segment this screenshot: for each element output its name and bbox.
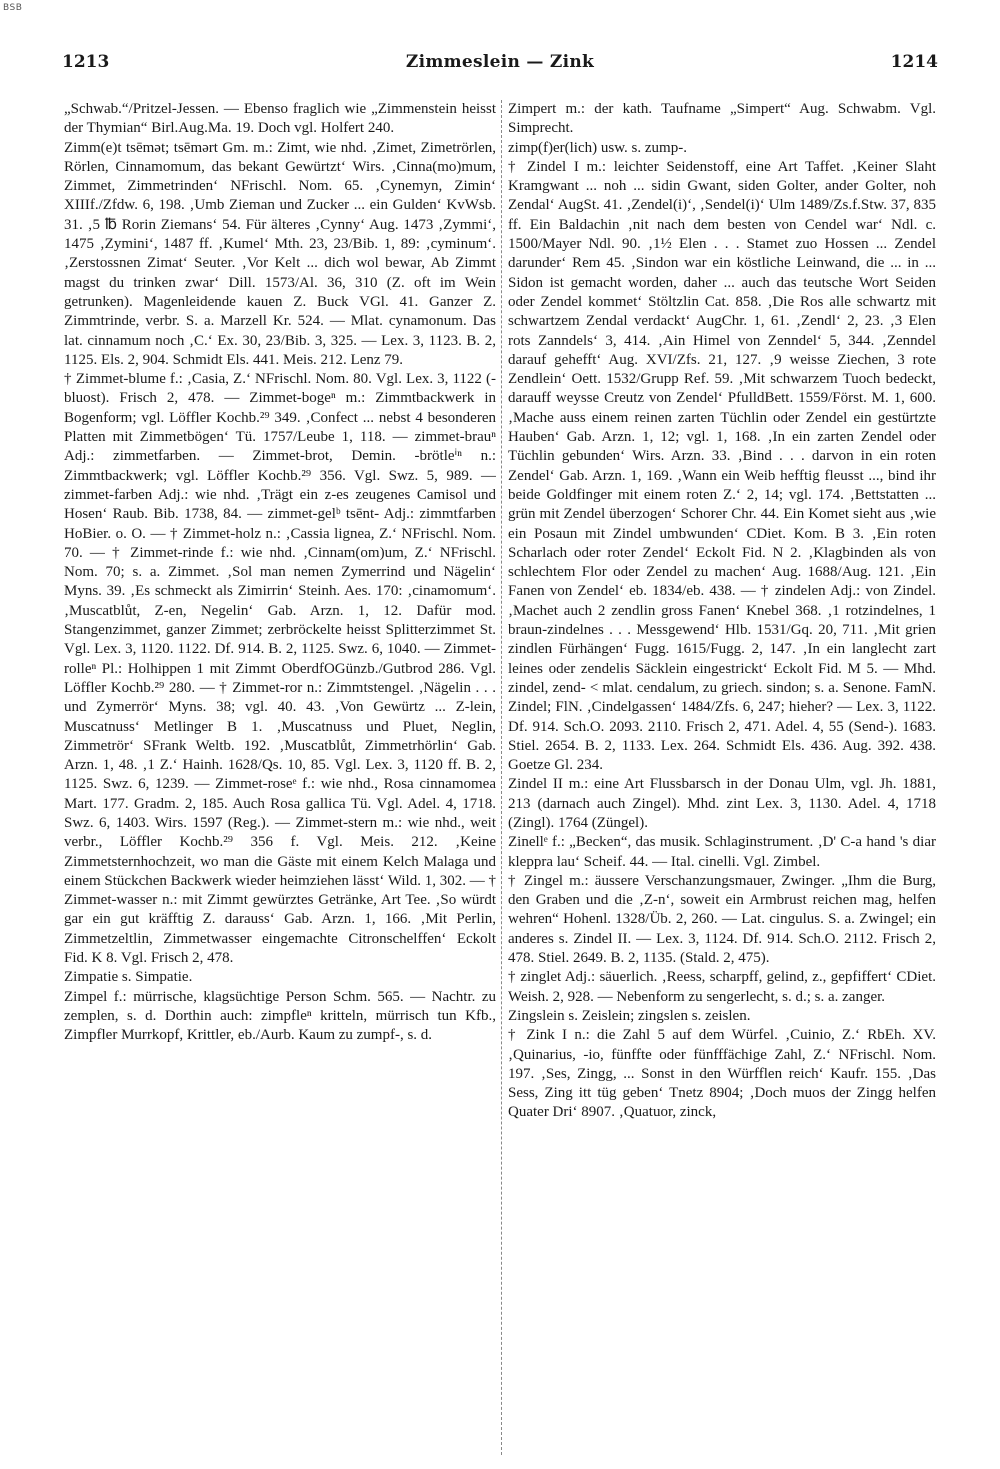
entry-paragraph: Zindel II m.: eine Art Flussbarsch in der Donau Ulm, vgl. Jh. 1881, 213 (darnach auch Zingel). Mhd. zint Lex. 3, 1130. Adel. 4, 1718 (Zingl). 1764 (Züngel).: [508, 776, 936, 831]
right-column: [508, 100, 936, 1455]
entry-paragraph: Zimpert m.: der kath. Taufname „Simpert“ Aug. Schwabm. Vgl. Simprecht.: [508, 101, 936, 137]
entry-paragraph: † Zimmet-blume f.: ‚Casia, Z.‘ NFrischl. Nom. 80. Vgl. Lex. 3, 1122 (-bluost). Frisch 2, 478. — Zimmet-bogeⁿ m.: Zimmtbackwerk in Bogenform; vgl. Löffler Kochb.²⁹ 349. ‚Confect ... nebst 4 besonderen Platten mit Zimmetbögen‘ Tü. 1757/Leube 1, 118. — zimmet-brauⁿ Adj.: zimmetfarben. — Zimmet-brot, Demin. -brötleⁱⁿ n.: Zimmtbackwerk; vgl. Löffler Kochb.²⁹ 356. Vgl. Swz. 5, 989. — zimmet-farben Adj.: wie nhd. ‚Trägt ein z-es zeugenes Camisol und Hosen‘ Raub. Bib. 1738, 84. — zimmet-gelᵇ tsēnt- Adj.: zimmtfarben HoBier. o. O. — † Zimmet-holz n.: ‚Cassia lignea, Z.‘ NFrischl. Nom. 70. — † Zimmet-rinde f.: wie nhd. ‚Cinnam(om)um, Z.‘ NFrischl. Nom. 70; s. a. Zimmet. ‚Sol man nemen Zymerrind und Nägelin‘ Myns. 39. ‚Es schmeckt als Zimirrin‘ Steinh. Aes. 170: ‚cinamomum‘. ‚Muscatblůt, Z-en, Negelin‘ Gab. Arzn. 1, 12. Dafür mod. Stangenzimmet, ganzer Zimmet; zerbröckelte heisst Splitterzimmet St. Vgl. Lex. 3, 1120. 1122. Df. 914. B. 2, 1125. Swz. 6, 1040. — Zimmet-rolleⁿ Pl.: Holhippen 1 mit Zimmt OberdfOGünzb./Gutbrod 286. Vgl. Löffler Kochb.²⁹ 280. — † Zimmet-ror n.: Zimmtstengel. ‚Nägelin . . . und Zymerrör‘ Myns. 38; vgl. 40. 43. ‚Von Gewürtz ... Z-lein, Muscatnuss‘ Metlinger B 1. ‚Muscatnuss und Pluet, Neglin, Zimmetrör‘ SFrank Weltb. 192. ‚Muscatblůt, Zimmetrhörlin‘ Gab. Arzn. 1, 48. ‚1 Z.‘ Hainh. 1628/Qs. 10, 85. Vgl. Lex. 3, 1120 ff. B. 2, 1125. Swz. 6, 1239. — Zimmet-roseᵉ f.: wie nhd., Rosa cinnamomea Mart. 177. Gradm. 2, 185. Auch Rosa gallica Tü. Vgl. Adel. 4, 1718. Swz. 6, 1403. Wirs. 1597 (Reg.). — Zimmet-stern m.: wie nhd., weit verbr., Löffler Kochb.²⁹ 356 f. Vgl. Meis. 212. ‚Keine Zimmetsternhochzeit, wo man die Gäste mit einem Kelch Malaga und einem Stückchen Backwerk wieder heimziehen lässt‘ Wild. 1, 302. — † Zimmet-wasser n.: mit Zimmt gewürztes Getränke, Art Tee. ‚So würdt gar ein gut kräfftig Z. darauss‘ Gab. Arzn. 1, 166. ‚Mit Perlin, Zimmetzeltlin, Zimmetwasser eingemachte Citronschelffen‘ Eckolt Fid. K 8. Vgl. Frisch 2, 478.: [64, 371, 496, 967]
running-title: Zimmeslein — Zink: [405, 52, 595, 72]
entry-paragraph: † zinglet Adj.: säuerlich. ‚Reess, scharpff, gelind, z., gepfiffert‘ CDiet. Weish. 2, 928. — Nebenform zu sengerlecht, s. d.; s. a. zanger.: [508, 969, 936, 1005]
entry-paragraph: Zinellᵉ f.: „Becken“, das musik. Schlaginstrument. ‚D' C-a hand 's diar kleppra lau‘ Scheif. 44. — Ital. cinelli. Vgl. Zimbel.: [508, 834, 936, 870]
page-number-right: 1214: [890, 52, 938, 72]
library-stamp: BSB: [3, 3, 23, 13]
entry-paragraph: „Schwab.“/Pritzel-Jessen. — Ebenso fraglich wie „Zimmenstein heisst der Thymian“ Birl.Aug.Ma. 19. Doch vgl. Holfert 240.: [64, 101, 496, 137]
page-header: [62, 52, 938, 82]
left-column: [64, 100, 496, 1455]
entry-paragraph: Zimpatie s. Simpatie.: [64, 969, 193, 986]
entry-paragraph: † Zindel I m.: leichter Seidenstoff, eine Art Taffet. ‚Keiner Slaht Kramgwant ... noh ... sidin Gwant, siden Golter, ander Golter, noh Zendal‘ AugSt. 41. ‚Zendel(i)‘, ‚Sendel(i)‘ Ulm 1489/Zs.f.Stw. 37, 835 ff. Ein Baldachin ‚nit nach dem besten von Cendel war‘ Ndl. c. 1500/Mayer Ndl. 90. ‚1½ Elen . . . Stamet zuo Hossen ... Zendel darunder‘ Rem 45. ‚Sindon war ein köstliche Leinwand, die ... in ... Sidon ist gemacht worden, daher ... auch das teutsche Wort Seiden oder Zendel kommet‘ Stöltzlin Cat. 858. ‚Die Ros alle schwartz mit schwartzem Zendal verdackt‘ AugChr. 1, 61. ‚Zendl‘ 2, 23. ‚3 Elen rots Zanndels‘ 3, 414. ‚Ain Himel von Zenndel‘ 5, 344. ‚Zenndel darauf gehefft‘ Aug. XVI/Zfs. 21, 127. ‚9 weisse Ziechen, 3 rote Zendlein‘ Oett. 1532/Grupp Ref. 59. ‚Mit schwarzem Tuoch bedeckt, darauff weysse Creutz von Zendel‘ PfulldBett. 1559/Först. M. 1, 600. ‚Mache auss einem reinen zarten Tüchlin oder Zendel ein gestürtzte Hauben‘ Gab. Arzn. 1, 12; vgl. 1, 168. ‚In ein zarten Zendel oder Tüchlin gebunden‘ Wirs. Arzn. 33. ‚Bind . . . darvon in ein roten Zendel‘ Gab. Arzn. 1, 169. ‚Wann ein Weib hefftig fleusst ..., bind ihr beide Goldfinger mit einem roten Z.‘ 2, 14; vgl. 174. ‚Bettstatten ... grün mit Zendel überzogen‘ Schorer Chr. 44. Ein Komet sieht aus ‚wie ein Posaun mit Zindel umbwunden‘ CDiet. Kom. B 3. ‚Ein roten Scharlach oder roter Zendel‘ Eckolt Fid. N 2. ‚Klagbinden als von schlechtem Flor oder Zendel zu machen‘ Aug. 1688/Aug. 121. ‚Ein Fanen von Zendel‘ eb. 1834/eb. 438. — † zindelen Adj.: von Zindel. ‚Machet auch 2 zendlin gross Fanen‘ Knebel 368. ‚1 rotzindelnes, 1 braun-zindelnes . . . Messgewend‘ Hlb. 1531/Gq. 20, 711. ‚Mit grien zindlen Fürhängen‘ Fugg. 1615/Fugg. 2, 147. ‚In ein langlecht zart leines oder zendelis Säcklein eingestrickt‘ Eckolt Fid. M 5. — Mhd. zindel, zend- < mlat. cendalum, zu griech. sindon; s. a. Senone. FamN. Zindel; FlN. ‚Cindelgassen‘ 1484/Zfs. 6, 247; hieher? — Lex. 3, 1122. Df. 914. Sch.O. 2093. 2110. Frisch 2, 471. Adel. 4, 55 (Send-). 1683. Stiel. 2654. B. 2, 1133. Lex. 264. Schmidt Els. 436. Aug. 392. 438. Goetze Gl. 234.: [508, 158, 936, 774]
page-number-left: 1213: [62, 52, 110, 72]
entry-paragraph: zimp(f)er(lich) usw. s. zump-.: [508, 139, 687, 156]
entry-paragraph: Zimpel f.: mürrische, klagsüchtige Person Schm. 565. — Nachtr. zu zemplen, s. d. Dorthin auch: zimpfleⁿ kritteln, mürrisch tun Kfb., Zimpfler Murrkopf, Krittler, eb./Aurb. Kaum zu zumpf-, s. d.: [64, 988, 496, 1044]
entry-paragraph: † Zink I n.: die Zahl 5 auf dem Würfel. ‚Cuinio, Z.‘ RbEh. XV. ‚Quinarius, -io, fünffte oder fünfffächige Zahl, Z.‘ NFrischl. Nom. 197. ‚Ses, Zingg, ... Sonst in den Würfflen reich‘ Kaufr. 155. ‚Das Sess, Zing itt tüg geben‘ Tnetz 8904; ‚Doch muos der Zingg helfen Quater Dri‘ 8907. ‚Quatuor, zinck,: [508, 1027, 936, 1121]
entry-paragraph: † Zingel m.: äussere Verschanzungsmauer, Zwinger. „Ihm die Burg, den Graben und die ‚Z-n‘, soweit ein Armbrust reichen mag, helfen wehren“ Hohenl. 1328/Üb. 2, 260. — Lat. cingulus. S. a. Zwingel; ein anderes s. Zindel II. — Lex. 3, 1124. Df. 914. Sch.O. 2112. Frisch 2, 478. Stiel. 2649. B. 2, 1135. (Stald. 2, 475).: [508, 872, 936, 967]
entry-paragraph: Zimm(e)t tsēmət; tsēmərt Gm. m.: Zimt, wie nhd. ‚Zimet, Zimetrörlen, Rörlen, Cinnamomum, das bekant Gewürtzt‘ Wirs. ‚Cinna(mo)mum, Zimmet, Zimmetrinden‘ NFrischl. Nom. 65. ‚Cynemyn, Zimin‘ XIIIf./Zfdw. 6, 198. ‚Umb Zieman und Zucker ... ein Gulden‘ KvWsb. 31. ‚5 ℔ Rorin Ziemans‘ 54. Für älteres ‚Cynny‘ Aug. 1473 ‚Zymmi‘, 1475 ‚Zymini‘, 1487 ff. ‚Kumel‘ Mth. 23, 23/Bib. 1, 89: ‚cyminum‘. ‚Zerstossnen Zimat‘ Seuter. ‚Vor Kelt ... dich wol bewar, Ab Zimmt magst du trinken zwar‘ Dill. 1573/Al. 36, 310 (Z. oft im Wein getrunken). Magenleidende kauen Z. Buck VGl. 41. Ganzer Z. Zimmtrinde, verbr. S. a. Marzell Kr. 524. — Mlat. cynamonum. Das lat. cinnamum noch ‚C.‘ Ex. 30, 23/Bib. 3, 325. — Lex. 3, 1123. B. 2, 1125. Els. 2, 904. Schmidt Els. 441. Meis. 212. Lenz 79.: [64, 139, 496, 368]
column-divider: [501, 100, 502, 1455]
entry-paragraph: Zingslein s. Zeislein; zingslen s. zeislen.: [508, 1007, 751, 1024]
